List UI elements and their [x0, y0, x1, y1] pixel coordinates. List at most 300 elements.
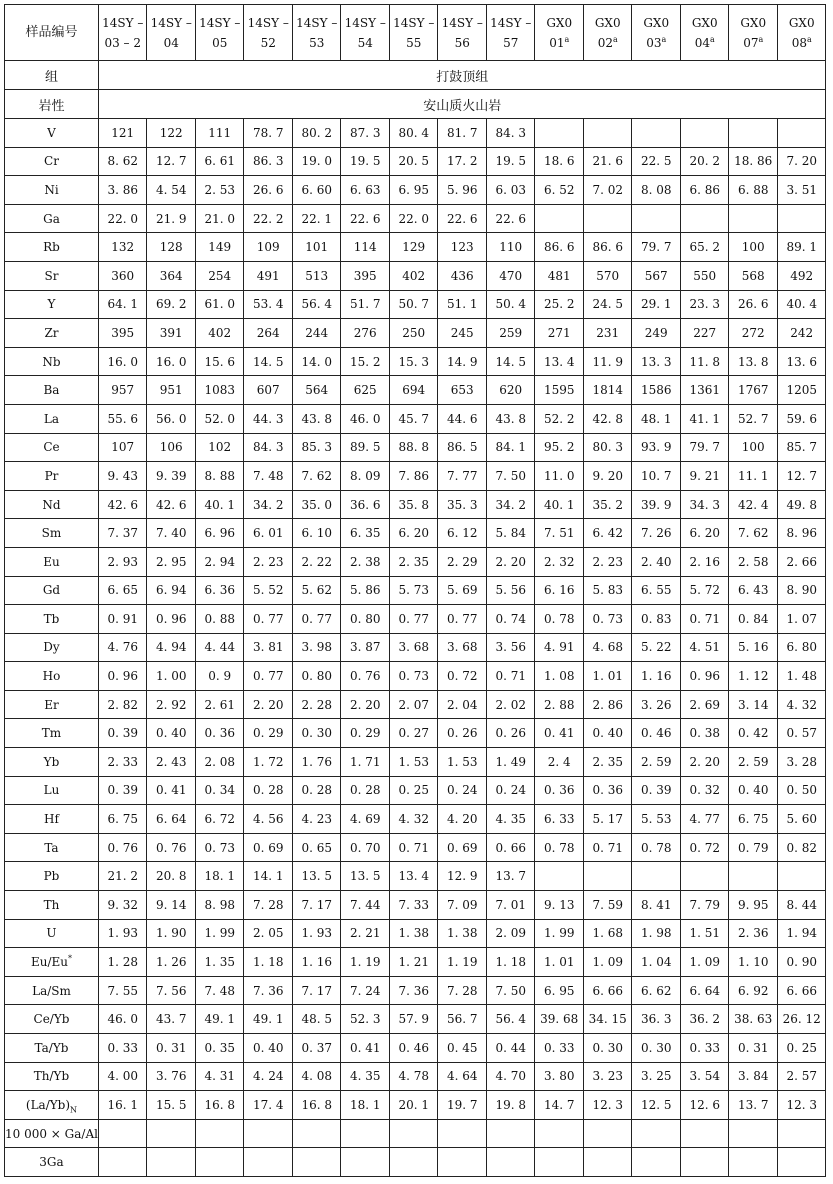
table-cell: 20. 8 [147, 862, 196, 891]
table-cell: 49. 8 [777, 490, 826, 519]
table-cell: 34. 15 [583, 1005, 632, 1034]
table-cell: 40. 1 [535, 490, 584, 519]
table-cell: 0. 82 [777, 833, 826, 862]
table-cell: 7. 17 [292, 976, 341, 1005]
table-cell: 19. 7 [438, 1091, 487, 1120]
row-label [5, 833, 99, 862]
table-cell [632, 1119, 681, 1148]
table-row [5, 462, 826, 491]
table-cell: 39. 68 [535, 1005, 584, 1034]
table-row [5, 633, 826, 662]
table-cell: 0. 27 [389, 719, 438, 748]
table-cell [680, 1148, 729, 1177]
table-cell: 52. 7 [729, 404, 778, 433]
table-row [5, 147, 826, 176]
table-row [5, 547, 826, 576]
table-row [5, 576, 826, 605]
table-cell: 0. 39 [98, 776, 147, 805]
sample-number: 54 [357, 35, 373, 50]
table-cell: 14. 1 [244, 862, 293, 891]
table-cell: 0. 76 [147, 833, 196, 862]
table-cell: 6. 95 [535, 976, 584, 1005]
table-cell: 122 [147, 119, 196, 148]
table-row [5, 976, 826, 1005]
table-cell: 6. 66 [583, 976, 632, 1005]
table-cell: 1. 98 [632, 919, 681, 948]
table-cell: 0. 24 [438, 776, 487, 805]
table-cell: 1. 53 [389, 748, 438, 777]
table-cell: 6. 96 [195, 519, 244, 548]
table-cell: 0. 30 [292, 719, 341, 748]
sample-number: 53 [309, 35, 325, 50]
table-cell: 43. 8 [292, 404, 341, 433]
table-cell: 57. 9 [389, 1005, 438, 1034]
table-cell: 11. 1 [729, 462, 778, 491]
table-cell: 14. 0 [292, 347, 341, 376]
sample-prefix: GX0 [740, 15, 767, 30]
table-cell [535, 1119, 584, 1148]
table-cell: 0. 74 [486, 605, 535, 634]
table-cell: 13. 7 [729, 1091, 778, 1120]
table-cell: 391 [147, 319, 196, 348]
table-cell: 1595 [535, 376, 584, 405]
table-cell: 79. 7 [632, 233, 681, 262]
table-cell: 18. 86 [729, 147, 778, 176]
table-cell: 6. 64 [147, 805, 196, 834]
table-cell: 8. 41 [632, 891, 681, 920]
table-cell: 101 [292, 233, 341, 262]
table-cell: 2. 20 [244, 690, 293, 719]
table-cell: 6. 03 [486, 176, 535, 205]
row-label [5, 719, 99, 748]
table-cell: 0. 40 [729, 776, 778, 805]
table-cell: 4. 77 [680, 805, 729, 834]
table-cell: 9. 20 [583, 462, 632, 491]
table-cell: 7. 56 [147, 976, 196, 1005]
table-cell [777, 204, 826, 233]
table-cell [777, 119, 826, 148]
row-label [5, 576, 99, 605]
table-cell: 22. 0 [389, 204, 438, 233]
table-cell: 0. 50 [777, 776, 826, 805]
table-cell [535, 1148, 584, 1177]
sample-number: 03 – 2 [104, 35, 141, 50]
table-cell: 0. 69 [438, 833, 487, 862]
table-cell: 2. 35 [583, 748, 632, 777]
table-cell: 6. 72 [195, 805, 244, 834]
table-cell: 3. 87 [341, 633, 390, 662]
table-cell: 1. 76 [292, 748, 341, 777]
table-cell: 7. 50 [486, 462, 535, 491]
table-cell [583, 862, 632, 891]
table-cell: 22. 6 [438, 204, 487, 233]
table-cell: 2. 23 [583, 547, 632, 576]
table-cell: 6. 75 [729, 805, 778, 834]
table-cell: 1. 10 [729, 948, 778, 977]
table-cell: 0. 91 [98, 605, 147, 634]
table-row [5, 490, 826, 519]
table-cell: 0. 39 [98, 719, 147, 748]
table-cell: 7. 28 [244, 891, 293, 920]
sample-number: 07 [743, 35, 759, 50]
table-cell: 81. 7 [438, 119, 487, 148]
table-cell: 56. 0 [147, 404, 196, 433]
table-cell: 5. 73 [389, 576, 438, 605]
table-cell: 100 [729, 433, 778, 462]
table-cell: 6. 16 [535, 576, 584, 605]
row-label [5, 290, 99, 319]
table-cell: 364 [147, 261, 196, 290]
table-cell: 1. 08 [535, 662, 584, 691]
table-cell [98, 1148, 147, 1177]
table-cell: 3. 54 [680, 1062, 729, 1091]
table-cell: 15. 5 [147, 1091, 196, 1120]
table-cell: 4. 78 [389, 1062, 438, 1091]
table-cell: 4. 64 [438, 1062, 487, 1091]
table-row [5, 204, 826, 233]
table-cell: 12. 3 [583, 1091, 632, 1120]
table-cell: 25. 2 [535, 290, 584, 319]
table-cell: 271 [535, 319, 584, 348]
table-cell: 0. 29 [341, 719, 390, 748]
table-cell: 40. 1 [195, 490, 244, 519]
table-cell: 34. 2 [244, 490, 293, 519]
table-cell: 1. 53 [438, 748, 487, 777]
table-cell: 6. 62 [632, 976, 681, 1005]
table-row [5, 176, 826, 205]
table-cell: 13. 8 [729, 347, 778, 376]
table-cell: 1. 68 [583, 919, 632, 948]
table-cell: 620 [486, 376, 535, 405]
table-cell: 8. 08 [632, 176, 681, 205]
table-cell: 0. 25 [777, 1034, 826, 1063]
table-cell: 12. 6 [680, 1091, 729, 1120]
table-cell: 0. 96 [680, 662, 729, 691]
row-label [5, 690, 99, 719]
table-cell: 1. 01 [535, 948, 584, 977]
table-cell: 5. 22 [632, 633, 681, 662]
table-cell: 607 [244, 376, 293, 405]
row-label [5, 1091, 99, 1120]
table-cell: 436 [438, 261, 487, 290]
table-cell: 26. 6 [729, 290, 778, 319]
table-cell: 88. 8 [389, 433, 438, 462]
table-cell: 5. 62 [292, 576, 341, 605]
row-label [5, 948, 99, 977]
table-cell: 9. 95 [729, 891, 778, 920]
table-cell: 3. 14 [729, 690, 778, 719]
sample-number: 03 [646, 35, 662, 50]
table-cell: 13. 5 [292, 862, 341, 891]
table-cell: 4. 24 [244, 1062, 293, 1091]
table-cell: 1. 18 [244, 948, 293, 977]
table-cell: 17. 2 [438, 147, 487, 176]
table-row [5, 433, 826, 462]
table-cell: 7. 86 [389, 462, 438, 491]
table-cell: 8. 44 [777, 891, 826, 920]
row-label [5, 204, 99, 233]
table-cell: 20. 1 [389, 1091, 438, 1120]
table-cell: 2. 94 [195, 547, 244, 576]
table-cell: 7. 17 [292, 891, 341, 920]
table-cell: 0. 66 [486, 833, 535, 862]
table-cell: 6. 10 [292, 519, 341, 548]
table-cell: 53. 4 [244, 290, 293, 319]
table-cell: 89. 5 [341, 433, 390, 462]
sample-prefix: GX0 [691, 15, 718, 30]
sample-prefix: 14SY – [393, 15, 435, 30]
row-label [5, 976, 99, 1005]
table-cell: 22. 1 [292, 204, 341, 233]
row-label [5, 1062, 99, 1091]
sample-header [486, 5, 535, 61]
table-cell: 12. 9 [438, 862, 487, 891]
table-cell: 86. 5 [438, 433, 487, 462]
table-cell: 12. 3 [777, 1091, 826, 1120]
table-cell [98, 1119, 147, 1148]
table-cell: 0. 80 [341, 605, 390, 634]
table-cell: 16. 0 [98, 347, 147, 376]
table-cell: 16. 8 [195, 1091, 244, 1120]
table-cell: 51. 7 [341, 290, 390, 319]
table-cell: 0. 41 [341, 1034, 390, 1063]
row-label-text: Nb [42, 354, 61, 369]
table-cell: 4. 76 [98, 633, 147, 662]
table-cell: 0. 71 [583, 833, 632, 862]
table-cell: 65. 2 [680, 233, 729, 262]
row-label [5, 319, 99, 348]
table-cell: 22. 6 [341, 204, 390, 233]
table-cell: 2. 28 [292, 690, 341, 719]
table-cell: 6. 42 [583, 519, 632, 548]
table-cell: 513 [292, 261, 341, 290]
table-cell: 86. 6 [583, 233, 632, 262]
table-cell: 111 [195, 119, 244, 148]
row-label [5, 748, 99, 777]
table-cell: 2. 59 [632, 748, 681, 777]
table-cell: 4. 31 [195, 1062, 244, 1091]
row-label [5, 547, 99, 576]
table-cell: 1. 09 [583, 948, 632, 977]
row-label [5, 376, 99, 405]
table-cell: 13. 5 [341, 862, 390, 891]
footnote-marker: a [661, 34, 667, 44]
table-cell [341, 1119, 390, 1148]
formation-label: 组 [5, 61, 99, 90]
table-row [5, 1119, 826, 1148]
row-label [5, 1034, 99, 1063]
table-cell: 4. 51 [680, 633, 729, 662]
table-cell: 2. 40 [632, 547, 681, 576]
table-cell: 80. 2 [292, 119, 341, 148]
table-cell: 3. 26 [632, 690, 681, 719]
table-cell: 16. 8 [292, 1091, 341, 1120]
table-row [5, 690, 826, 719]
table-cell: 15. 6 [195, 347, 244, 376]
table-cell: 481 [535, 261, 584, 290]
table-cell: 1586 [632, 376, 681, 405]
table-row [5, 1062, 826, 1091]
table-cell: 2. 93 [98, 547, 147, 576]
table-cell: 1. 19 [438, 948, 487, 977]
table-cell: 1. 38 [438, 919, 487, 948]
table-cell: 36. 6 [341, 490, 390, 519]
row-label-text: Nd [42, 497, 61, 512]
table-cell [147, 1119, 196, 1148]
row-label-text: 10 000 × Ga/Al [5, 1126, 98, 1141]
table-cell: 491 [244, 261, 293, 290]
row-label-text: La/Sm [32, 983, 71, 998]
table-row [5, 891, 826, 920]
table-cell: 56. 7 [438, 1005, 487, 1034]
table-cell [680, 204, 729, 233]
table-cell: 0. 65 [292, 833, 341, 862]
table-cell: 43. 8 [486, 404, 535, 433]
table-cell: 3. 68 [438, 633, 487, 662]
table-cell: 11. 0 [535, 462, 584, 491]
sample-header [680, 5, 729, 61]
table-cell: 1. 99 [195, 919, 244, 948]
table-row [5, 519, 826, 548]
table-cell: 7. 24 [341, 976, 390, 1005]
table-cell: 10. 7 [632, 462, 681, 491]
table-cell: 564 [292, 376, 341, 405]
sample-number: 52 [260, 35, 276, 50]
table-cell: 42. 4 [729, 490, 778, 519]
row-label-text: Y [47, 297, 56, 312]
table-cell: 69. 2 [147, 290, 196, 319]
table-cell [535, 119, 584, 148]
table-cell: 2. 20 [486, 547, 535, 576]
table-row [5, 347, 826, 376]
table-cell: 4. 56 [244, 805, 293, 834]
table-cell: 6. 12 [438, 519, 487, 548]
sample-prefix: GX0 [594, 15, 621, 30]
sample-number: 57 [503, 35, 519, 50]
table-cell: 84. 1 [486, 433, 535, 462]
table-cell: 132 [98, 233, 147, 262]
table-cell: 694 [389, 376, 438, 405]
table-cell: 9. 43 [98, 462, 147, 491]
table-cell [195, 1148, 244, 1177]
table-cell: 3. 51 [777, 176, 826, 205]
row-label-text: U [46, 926, 57, 941]
table-cell: 14. 9 [438, 347, 487, 376]
table-cell: 360 [98, 261, 147, 290]
table-cell: 0. 36 [535, 776, 584, 805]
table-cell: 0. 33 [98, 1034, 147, 1063]
table-cell: 1. 49 [486, 748, 535, 777]
table-cell: 245 [438, 319, 487, 348]
table-cell: 3. 76 [147, 1062, 196, 1091]
table-cell [438, 1119, 487, 1148]
table-cell: 8. 98 [195, 891, 244, 920]
table-cell: 1. 38 [389, 919, 438, 948]
sample-header [292, 5, 341, 61]
table-cell: 6. 65 [98, 576, 147, 605]
table-cell: 19. 5 [486, 147, 535, 176]
table-cell: 0. 40 [147, 719, 196, 748]
sample-header [632, 5, 681, 61]
table-cell: 22. 2 [244, 204, 293, 233]
table-cell: 7. 28 [438, 976, 487, 1005]
table-cell [632, 1148, 681, 1177]
table-cell [389, 1148, 438, 1177]
table-cell: 2. 23 [244, 547, 293, 576]
table-cell: 4. 91 [535, 633, 584, 662]
sample-header [389, 5, 438, 61]
table-cell: 6. 60 [292, 176, 341, 205]
table-cell: 0. 9 [195, 662, 244, 691]
table-cell: 259 [486, 319, 535, 348]
sample-prefix: 14SY – [490, 15, 532, 30]
table-cell: 14. 5 [244, 347, 293, 376]
table-cell: 957 [98, 376, 147, 405]
table-cell: 2. 16 [680, 547, 729, 576]
table-cell: 46. 0 [98, 1005, 147, 1034]
table-cell: 2. 22 [292, 547, 341, 576]
table-cell: 4. 44 [195, 633, 244, 662]
table-cell: 64. 1 [98, 290, 147, 319]
table-cell: 567 [632, 261, 681, 290]
table-cell: 244 [292, 319, 341, 348]
table-row [5, 748, 826, 777]
table-cell: 7. 77 [438, 462, 487, 491]
table-cell: 0. 46 [632, 719, 681, 748]
table-cell: 13. 7 [486, 862, 535, 891]
table-cell: 52. 2 [535, 404, 584, 433]
table-cell: 19. 0 [292, 147, 341, 176]
table-row [5, 376, 826, 405]
table-cell: 5. 84 [486, 519, 535, 548]
table-cell: 4. 00 [98, 1062, 147, 1091]
table-cell: 45. 7 [389, 404, 438, 433]
table-cell: 625 [341, 376, 390, 405]
table-cell [583, 204, 632, 233]
table-cell: 0. 57 [777, 719, 826, 748]
table-cell: 102 [195, 433, 244, 462]
sample-header [438, 5, 487, 61]
table-cell [147, 1148, 196, 1177]
row-label-text: Ce [43, 440, 60, 455]
table-cell: 14. 7 [535, 1091, 584, 1120]
table-cell [583, 1119, 632, 1148]
table-cell: 2. 43 [147, 748, 196, 777]
row-label [5, 919, 99, 948]
table-cell: 110 [486, 233, 535, 262]
table-cell: 1. 01 [583, 662, 632, 691]
row-label [5, 147, 99, 176]
table-cell: 0. 26 [438, 719, 487, 748]
table-cell: 0. 73 [389, 662, 438, 691]
sample-header [98, 5, 147, 61]
table-cell: 24. 5 [583, 290, 632, 319]
table-cell: 78. 7 [244, 119, 293, 148]
table-cell: 250 [389, 319, 438, 348]
table-cell: 6. 33 [535, 805, 584, 834]
table-cell: 5. 60 [777, 805, 826, 834]
table-cell: 17. 4 [244, 1091, 293, 1120]
table-cell: 9. 32 [98, 891, 147, 920]
row-label [5, 119, 99, 148]
table-cell: 402 [195, 319, 244, 348]
table-cell: 3. 68 [389, 633, 438, 662]
table-cell: 9. 39 [147, 462, 196, 491]
table-cell: 43. 7 [147, 1005, 196, 1034]
table-cell: 149 [195, 233, 244, 262]
table-cell: 5. 69 [438, 576, 487, 605]
table-cell [583, 119, 632, 148]
